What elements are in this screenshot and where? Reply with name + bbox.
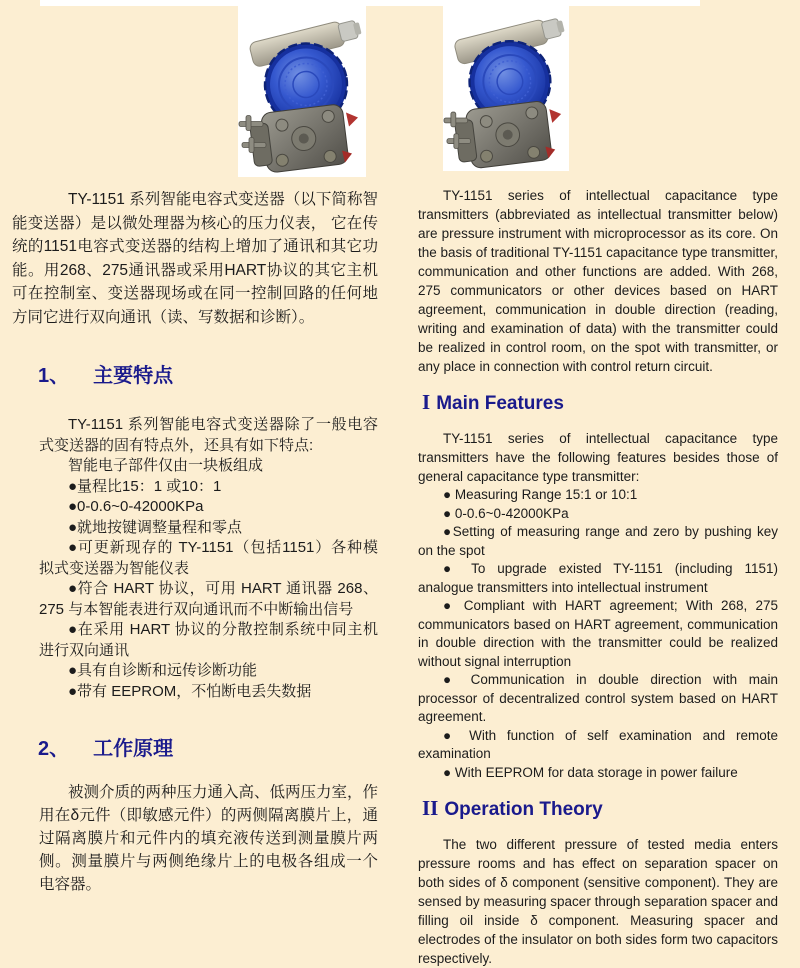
intro-paragraph-cn: TY-1151 系列智能电容式变送器（以下简称智能变送器）是以微处理器为核心的压力仪表， 它在传统的1151电容式变送器的结构上增加了通讯和其它功能。用268、275通讯器或采用HART协议的其它主机可在控制室、变送器现场或在同一控制回路的任何地方同它进行双向通讯（读、写数据和诊断）。 [12,191,378,326]
features-lead-cn: 智能电子部件仅由一块板组成 [68,457,264,474]
feature-item-en: ● Communication in double direction with main processor of decentralized control system based on HART agreement. [418,672,778,724]
roman-numeral: I [422,390,431,414]
feature-item-en: ● With EEPROM for data storage in power failure [443,764,738,780]
feature-item-cn: ●符合 HART 协议，可用 HART 通讯器 268、275 与本智能表进行双向通讯而不中断输出信号 [39,580,378,618]
feature-item-cn: ●量程比15：1 或10：1 [68,477,222,495]
feature-item-cn: ●在采用 HART 协议的分散控制系统中同主机进行双向通讯 [39,621,378,659]
feature-item-cn: ●带有 EEPROM，不怕断电丢失数据 [68,682,312,700]
feature-item-cn: ●0-0.6~0-42000KPa [68,498,204,515]
section-title: Main Features [436,393,564,414]
feature-item-en: ●Setting of measuring range and zero by pushing key on the spot [418,524,778,558]
section-title: 主要特点 [93,365,174,387]
section-title: Operation Theory [444,799,603,820]
features-list-en [418,486,778,782]
feature-item-cn: ●可更新现存的 TY-1151（包括1151）各种模拟式变送器为智能仪表 [39,539,378,577]
feature-item-en: ● Compliant with HART agreement; With 268, 275 communicators based on HART agreement, communication in double direction with the transmitter could be realized without signal interruption [418,598,778,669]
feature-item-cn: ●具有自诊断和远传诊断功能 [68,662,258,679]
english-column [418,0,778,968]
theory-paragraph-cn: 被测介质的两种压力通入高、低两压力室，作用在δ元件（即敏感元件）的两侧隔离膜片上，通过隔离膜片和元件内的填充液传送到测量膜片两侧。测量膜片与两侧绝缘片上的电极各组成一个电容器。 [39,784,379,893]
intro-paragraph-en: TY-1151 series of intellectual capacitance type transmitters (abbreviated as intellectual transmitter below) are pressure instrument with microprocessor as its core. On the basis of traditional TY-1151 capacitance type transmitter, communication and other functions are added. With 268, 275 communicators or other devices based on HART agreement, communication in double direction (reading, writing and examination of data) with the transmitter could be realized in control room, on the spot with transmitter, or any place in connection with control return circuit. [418,188,778,374]
features-intro-en: TY-1151 series of intellectual capacitance type transmitters have the following features besides those of general capacitance type transmitter: [418,431,778,484]
section-1-heading-cn [38,364,378,388]
section-2-heading-cn [38,737,378,761]
feature-item-en: ● Measuring Range 15:1 or 10:1 [443,487,638,502]
feature-item-en: ● With function of self examination and remote examination [418,727,778,761]
chinese-column [12,0,378,896]
section-number: 2、 [38,738,70,760]
feature-item-cn: ●就地按键调整量程和零点 [68,518,243,536]
features-intro-cn: TY-1151 系列智能电容式变送器除了一般电容式变送器的固有特点外，还具有如下特点: [39,416,378,454]
feature-item-en: ● 0-0.6~0-42000KPa [443,505,569,521]
section-title: 工作原理 [93,738,174,760]
roman-numeral: II [422,796,439,820]
section-1-heading-en [422,391,778,415]
section-2-heading-en [422,797,778,821]
feature-item-en: ● To upgrade existed TY-1151 (including 1151) analogue transmitters into intellectual instrument [418,561,778,595]
features-list-cn [12,477,378,703]
section-number: 1、 [38,365,70,387]
theory-paragraph-en: The two different pressure of tested media enters pressure rooms and has effect on separation spacer on both sides of δ component (sensitive component). They are sensed by measuring spacer through separation spacer and filling oil inside δ component. Measuring spacer and electrodes of the insulator on both sides form two capacitors respectively. [418,837,778,966]
